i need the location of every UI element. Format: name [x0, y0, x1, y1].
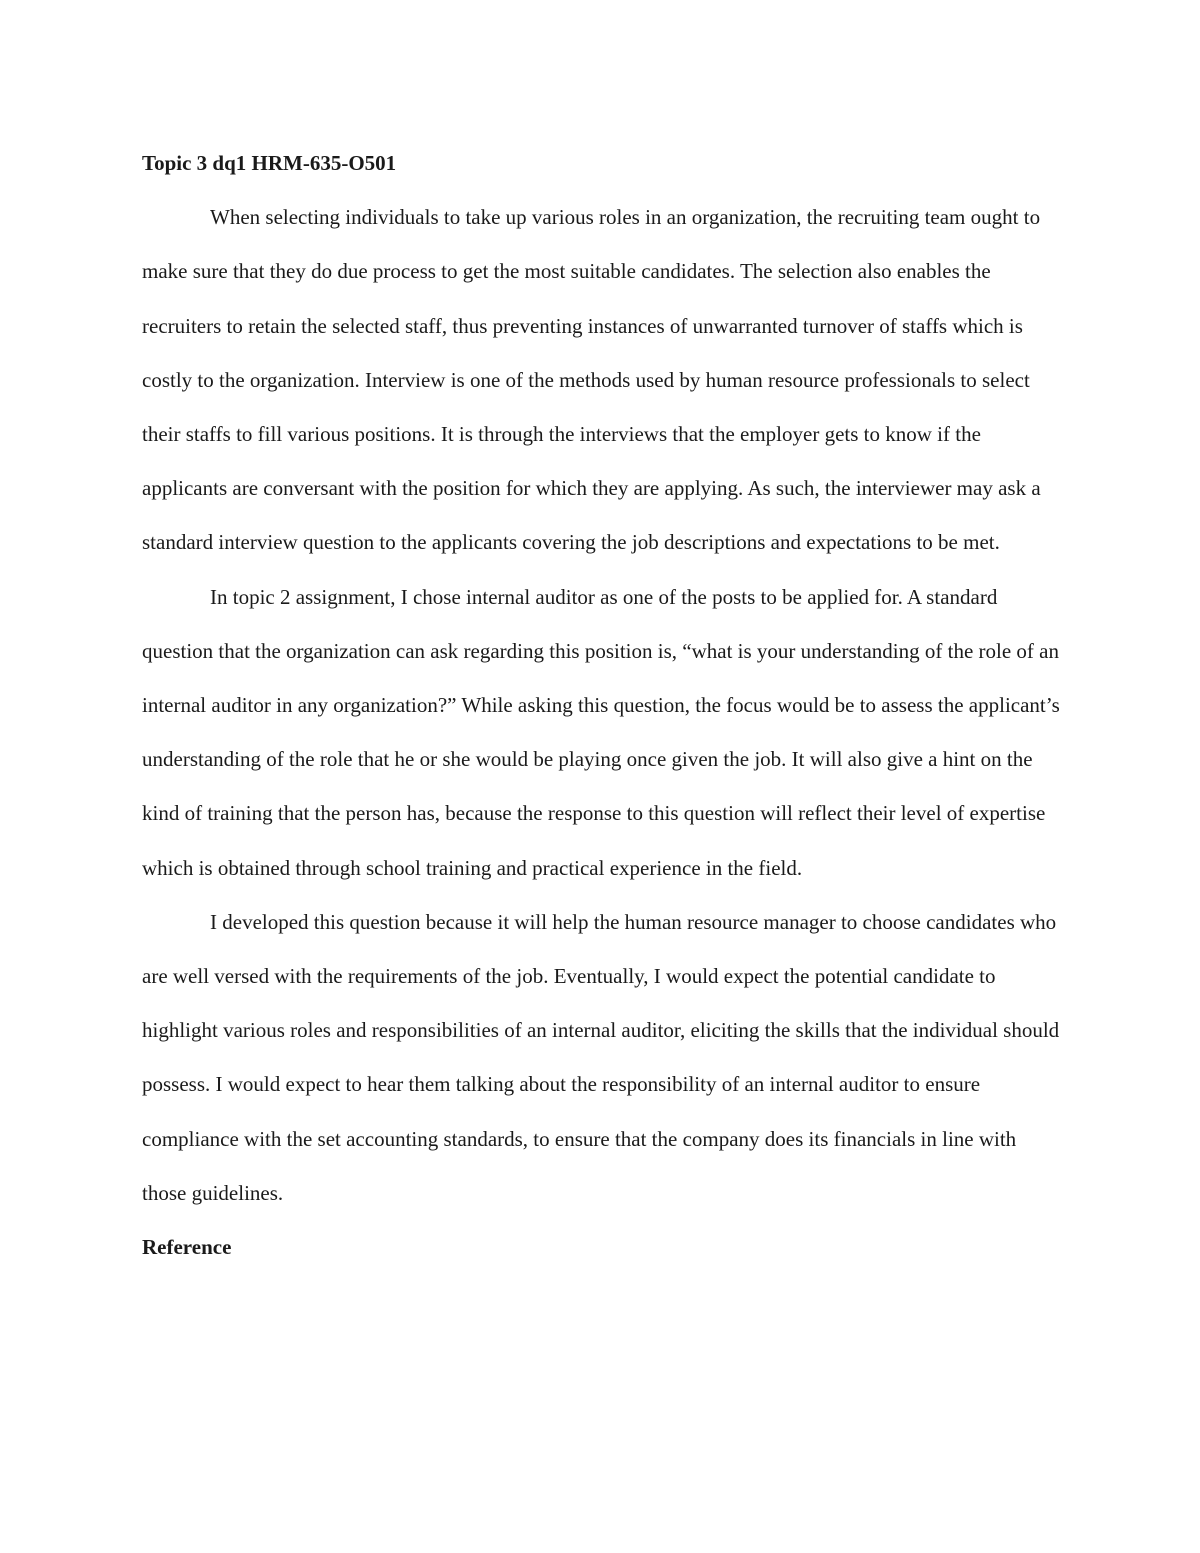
document-body	[142, 136, 1062, 1274]
document-title: Topic 3 dq1 HRM-635-O501	[142, 151, 397, 175]
reference-heading: Reference	[142, 1235, 232, 1260]
paragraph-intro: When selecting individuals to take up various roles in an organization, the recruiting team ought to make sure that they do due process to get the most suitable candidates. The selection also enables the recruiters to retain the selected staff, thus preventing instances of unwarranted turnover of staffs which is costly to the organization. Interview is one of the methods used by human resource professionals to select their staffs to fill various positions. It is through the interviews that the employer gets to know if the applicants are conversant with the position for which they are applying. As such, the interviewer may ask a standard interview question to the applicants covering the job descriptions and expectations to be met.	[142, 205, 1041, 555]
paragraph-rationale: I developed this question because it will help the human resource manager to choose candidates who are well versed with the requirements of the job. Eventually, I would expect the potential candidate to highlight various roles and responsibilities of an internal auditor, eliciting the skills that the individual should possess. I would expect to hear them talking about the responsibility of an internal auditor to ensure compliance with the set accounting standards, to ensure that the company does its financials in line with those guidelines.	[142, 909, 1060, 1205]
paragraph-question: In topic 2 assignment, I chose internal auditor as one of the posts to be applied for. A standard question that the organization can ask regarding this position is, “what is your understanding of the role of an internal auditor in any organization?” While asking this question, the focus would be to assess the applicant’s understanding of the role that he or she would be playing once given the job. It will also give a hint on the kind of training that the person has, because the response to this question will reflect their level of expertise which is obtained through school training and practical experience in the field.	[142, 584, 1060, 880]
